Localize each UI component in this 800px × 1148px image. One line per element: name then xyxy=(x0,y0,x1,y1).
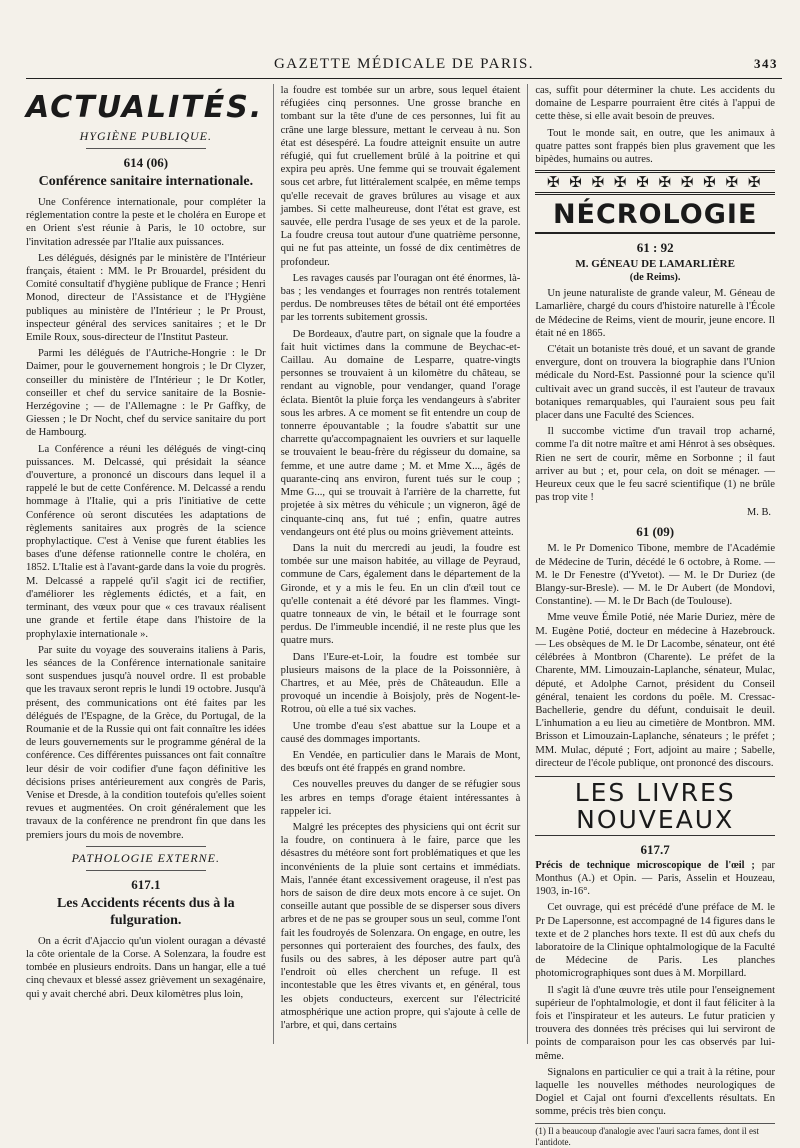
paragraph: Parmi les délégués de l'Autriche-Hongrie : le Dr Daimer, pour le gouvernement hongrois ; le Dr Clyzer, conseiller du ministère de l'Intérieur ; le Dr Kotler, conseiller et chef du service sanitaire de la Bosnie-Herzégovine ; — de l'Allemagne : le Pr Gaffky, de Giessen ; le Dr Nocht, chef du service sanitaire du port de Hambourg. xyxy=(26,348,266,439)
paragraph: la foudre est tombée sur un arbre, sous lequel étaient réfugiées cinq personnes. Une grosse branche en tombant sur la tête d'une de ces personnes, lui fit au crâne une large blessure, mettant le cerveau à nu. Son état est désespéré. La foudre atteignit ensuite un autre réfugié, qui fut cruellement brûlé à la poitrine et qui expira peu après. Une femme qui se trouvait également sous cet arbre, fut littéralement scalpée, en même temps qu'elle recevait de graves brûlures au visage et aux jambes. Si cette malheureuse, dont l'état est grave, est sauvée, elle perdra l'usage de ses yeux et de la parole. La foudre creusa tout autour d'une quatrième personne, qui ne fut pas atteinte, un fossé de dix centimètres de profondeur. xyxy=(280,85,521,268)
paragraph: C'était un botaniste très doué, et un savant de grande envergure, dont on trouvera la biographie dans l'Union médicale du Nord-Est. Passionné pour la science qu'il cultivait avec un grand succès, il est l'auteur de travaux botaniques remarquables, qui l'auraient sous peu fait placer dans une Faculté des Sciences. xyxy=(535,344,776,422)
paragraph: Signalons en particulier ce qui a trait à la rétine, pour laquelle les nouvelles méthodes neurologiques de Dogiel et Cajal ont fourni d'excellents résultats. En somme, précis très bien conçu. xyxy=(535,1066,776,1118)
classification-code: 61 : 92 xyxy=(636,240,674,256)
paragraph: Dans la nuit du mercredi au jeudi, la foudre est tombée sur une maison habitée, au village de Peyraud, commune de Cars, également dans le département de la Gironde, et y a mis le feu. En un clin d'œil tout ce qu'elle contenait a été dévoré par les flammes. Vingt-quatre tonneaux de vin, le bétail et le fourrage sont perdus. De l'immeuble incendié, il ne reste plus que les quatre murs. xyxy=(280,542,521,647)
divider xyxy=(86,870,206,871)
rubric-heading: ACTUALITÉS. xyxy=(26,90,264,125)
signature: M. B. xyxy=(747,507,772,519)
new-books-heading: LES LIVRES NOUVEAUX xyxy=(535,776,775,836)
paragraph: Une trombe d'eau s'est abattue sur la Loupe et a causé des dommages importants. xyxy=(280,720,521,745)
paragraph: Cet ouvrage, qui est précédé d'une préface de M. le Pr De Lapersonne, est accompagné de 14 figures dans le texte et de 2 planches hors texte. Il est dû aux chefs du laboratoire de la Clinique ophtalmologique de la Faculté de Médecine de Paris. Les planches photomicrographiques sont dues à M. Morpillard. xyxy=(535,902,776,980)
running-header xyxy=(26,56,782,79)
columns xyxy=(26,84,782,1147)
book-title: Précis de technique microscopique de l'œil ; xyxy=(535,859,755,871)
paragraph: Tout le monde sait, en outre, que les animaux à quatre pattes sont frappés bien plus gravement que les bipèdes, humains ou autres. xyxy=(535,127,776,166)
column-2 xyxy=(273,84,528,1044)
paragraph: En Vendée, en particulier dans le Marais de Mont, des bœufs ont été frappés en grand nombre. xyxy=(280,749,521,775)
classification-code: 614 (06) xyxy=(123,155,169,170)
paragraph: Malgré les préceptes des physiciens qui ont écrit sur la foudre, on continuera à le faire, parce que les désastres du météore sont fort problématiques et que les inconvénients de la pluie sont certains et immédiats. Mais, l'année étant excessivement orageuse, il n'est pas hors de saison de dire deux mots encore à ce sujet. On conseille autant que possible de se disperser sous divers arbres et de ne pas se grouper sous un seul, comme l'ont fait les foudroyés de Solenzara. On engage, en outre, les personnes qui porteraient des fourches, des faulx, des fusils ou des sabres, à les déposer autre part qu'à l'endroit où elles cherchent un refuge. Il est incontestable que les êtres vivants et, en général, tous les objets conducteurs, exercent sur l'électricité atmosphérique une action propre, qui s'ajoute à celle de l'arbre, et qui, dans certains xyxy=(280,821,521,1032)
book-publication: par Monthus (A.) et Opin. — Paris, Asselin et Houzeau, 1903, in-16°. xyxy=(535,859,776,897)
book-reference xyxy=(535,860,775,898)
paragraph: Mme veuve Émile Potié, née Marie Duriez, mère de M. Eugène Potié, docteur en médecine à Hazebrouck. — Les obsèques de M. le Dr Lacombe, sénateur, ont été célébrées à Montbron (Charente). Le préfet de la Charente, MM. Limouzain-Laplanche, sénateur, Mulac, député, et Adolphe Carnot, président du Conseil général, tenaient les cordons du poêle. M. Cressac-Bachellerie, gendre du défunt, conduisait le deuil. L'inhumation a eu lieu au cimetière de Montbron. MM. Brisson et Limouzain-Laplanche, sénateurs ; le préfet ; MM. Mulac, député ; Fort, adjoint au maire ; Sabelle, directeur de l'école publique, ont prononcé des discours. xyxy=(535,612,776,769)
paragraph: Par suite du voyage des souverains italiens à Paris, les séances de la Conférence internationale sanitaire sont suspendues jusqu'à nouvel ordre. Il est probable que les travaux seront repris le lundi 19 octobre. Jusqu'à présent, des communications ont été faites par les délégués de l'Espagne, de la Grèce, du Portugal, de la Roumanie et de la Russie qui ont fait connaître les idées de leurs gouvernements sur le programme général de la conférence. Ces différentes puissances ont fait connaître leur désir de voir codifier d'une façon définitive les décisions prises antérieurement aux congrès de Paris, Venise et Dresde, à la condition toutefois qu'elles soient revues et augmentées. On croit généralement que les travaux de la conférence ne prendront fin que dans les premiers jours du mois de novembre. xyxy=(26,644,266,841)
paragraph: On a écrit d'Ajaccio qu'un violent ouragan a dévasté la côte orientale de la Corse. A Solenzara, la foudre est tombée en plusieurs endroits. Dans un hangar, elle a tué cinq chevaux et blessé assez grièvement un sexagénaire, qui y avait cherché abri. Deux kilomètres plus loin, xyxy=(26,935,266,1000)
paragraph: Un jeune naturaliste de grande valeur, M. Géneau de Lamarlière, chargé du cours d'histoire naturelle à l'École de Médecine de Reims, vient de mourir, jeune encore. Il était né en 1865. xyxy=(535,288,776,339)
paragraph: La Conférence a réuni les délégués de vingt-cinq puissances. M. Delcassé, qui présidait la séance d'ouverture, a prononcé un discours dans lequel il a rappelé le but de cette Conférence. M. Delcassé a rendu hommage à l'Italie, qui a pris l'initiative de cette Conférence où seront discutées les adaptations de règlements sanitaires aux progrès de la science prophylactique. C'est à Venise que furent établies les bases d'une défense rationnelle contre le choléra, en 1852. L'Italie est à l'avant-garde dans la voie du progrès. M. Delcassé a rappelé qu'il s'agit ici de rectifier, d'améliorer les règlements édictés, et a fait, en terminant, des vœux pour que « ces travaux réalisent une grande et fertile étape dans l'histoire de la prophylaxie internationale ». xyxy=(26,443,266,640)
paragraph: M. le Pr Domenico Tibone, membre de l'Académie de Médecine de Turin, décédé le 6 octobre, à Rome. — M. le Dr Fenestre (d'Yvetot). — M. le Dr Duriez (de Blangy-sur-Bresle). — M. le Dr Aubert (de Mondovi, Constantine). — M. le Dr Bach (de Toulouse). xyxy=(535,543,776,608)
paragraph: Une Conférence internationale, pour compléter la réglementation contre la peste et le choléra en Europe et en Orient s'est réunie à Paris, le 10 octobre, sur l'invitation adressée par l'Italie aux puissances. xyxy=(26,197,266,248)
journal-title: GAZETTE MÉDICALE DE PARIS. xyxy=(273,56,535,72)
paragraph: cas, suffit pour déterminer la chute. Les accidents du domaine de Lesparre pourraient être cités à l'appui de cette thèse, si elle avait besoin de preuves. xyxy=(535,85,776,123)
column-1 xyxy=(26,84,273,1044)
necrology-heading: NÉCROLOGIE xyxy=(535,199,775,234)
obituary-title: M. GÉNEAU DE LAMARLIÈRE xyxy=(575,258,735,271)
section-heading: PATHOLOGIE EXTERNE. xyxy=(71,850,220,865)
classification-code: 61 (09) xyxy=(636,524,675,540)
divider xyxy=(86,846,206,847)
paragraph: Il s'agit là d'une œuvre très utile pour l'enseignement supérieur de l'ophtalmologie, et dont il faut féliciter à la fois et l'inspirateur et les auteurs. Le futur praticien y trouvera des données très précises qui lui serviront de points de comparaison pour les cas observés par lui-même. xyxy=(535,984,776,1062)
classification-code: 617.7 xyxy=(640,841,670,857)
footnote: (1) Il a beaucoup d'analogie avec l'auri sacra fames, dont il est l'antidote. xyxy=(535,1123,775,1148)
paragraph: Il succombe victime d'un travail trop acharné, comme l'a dit notre maître et ami Hénrot à ses obsèques. Rien ne sert de courir, même en Sorbonne ; il faut arriver au but ; et, pour cela, on doit se ménager. — Heureux ceux que le feu sacré scientifique (1) ne brûle pas trop vite ! xyxy=(535,426,776,504)
paragraph: Ces nouvelles preuves du danger de se réfugier sous les arbres en temps d'orage étaient intéressantes à rappeler ici. xyxy=(280,779,521,817)
page-number: 343 xyxy=(754,56,778,71)
paragraph: De Bordeaux, d'autre part, on signale que la foudre a fait huit victimes dans la commune de Beychac-et-Caillau. Au domaine de Lesparre, quatre-vingts personnes se trouvaient à un kilomètre du château, se rendant au vignoble, pour vendanger, quand l'orage éclata. Bientôt la pluie força les vendangeurs à s'abriter sous les arbres. A ce moment se fit entendre un coup de tonnerre épouvantable ; la foudre s'abattit sur une charrette qu'accompagnaient les ouvriers et sur laquelle se trouvaient le beau-frère du régisseur du domaine, sa femme, et une autre dame ; M. et Mme X..., âgés de quarante-cinq ans environ, furent tués sur le coup ; Mme G..., qui se trouvait à l'arrière de la charrette, fut projetée à six mètres du véhicule ; un vigneron, âgé de cinquante-cinq ans, fut tué ; enfin, quatre autres vendangeurs ont été plus ou moins grièvement atteints. xyxy=(280,328,521,538)
column-3 xyxy=(527,84,782,1147)
classification-code: 617.1 xyxy=(131,876,161,892)
paragraph: Les ravages causés par l'ouragan ont été énormes, là-bas ; les vendanges et fourrages non rentrés totalement perdus. De nombreuses têtes de bétail ont été emportées par les torrents subitement grossis. xyxy=(280,272,521,324)
article-title: Les Accidents récents dus à la fulguration. xyxy=(56,895,235,928)
article-title: Conférence sanitaire internationale. xyxy=(38,174,254,189)
paragraph: Dans l'Eure-et-Loir, la foudre est tombée sur plusieurs maisons de la place de la Poissonnière, à Chartres, et au Mée, près de Châteaudun. Elle a provoqué un incendie à Boisjoly, près de Nogent-le-Rotrou, où elle a tué six vaches. xyxy=(280,651,521,716)
ornament-band: ✠ ✠ ✠ ✠ ✠ ✠ ✠ ✠ ✠ ✠ xyxy=(535,170,775,195)
section-heading: HYGIÈNE PUBLIQUE. xyxy=(79,129,212,143)
divider xyxy=(86,148,206,149)
paragraph: Les délégués, désignés par le ministère de l'Intérieur français, étaient : MM. le Pr Brouardel, président du Comité consultatif d'hygiène publique de France ; Henri Monod, directeur de l'Assistance et de l'Hygiène publiques au ministère de l'Intérieur ; le Pr Proust, inspecteur général des services sanitaires ; et le Dr Emile Roux, sous-directeur de l'Institut Pasteur. xyxy=(26,252,266,344)
obituary-subtitle: (de Reims). xyxy=(629,272,681,284)
